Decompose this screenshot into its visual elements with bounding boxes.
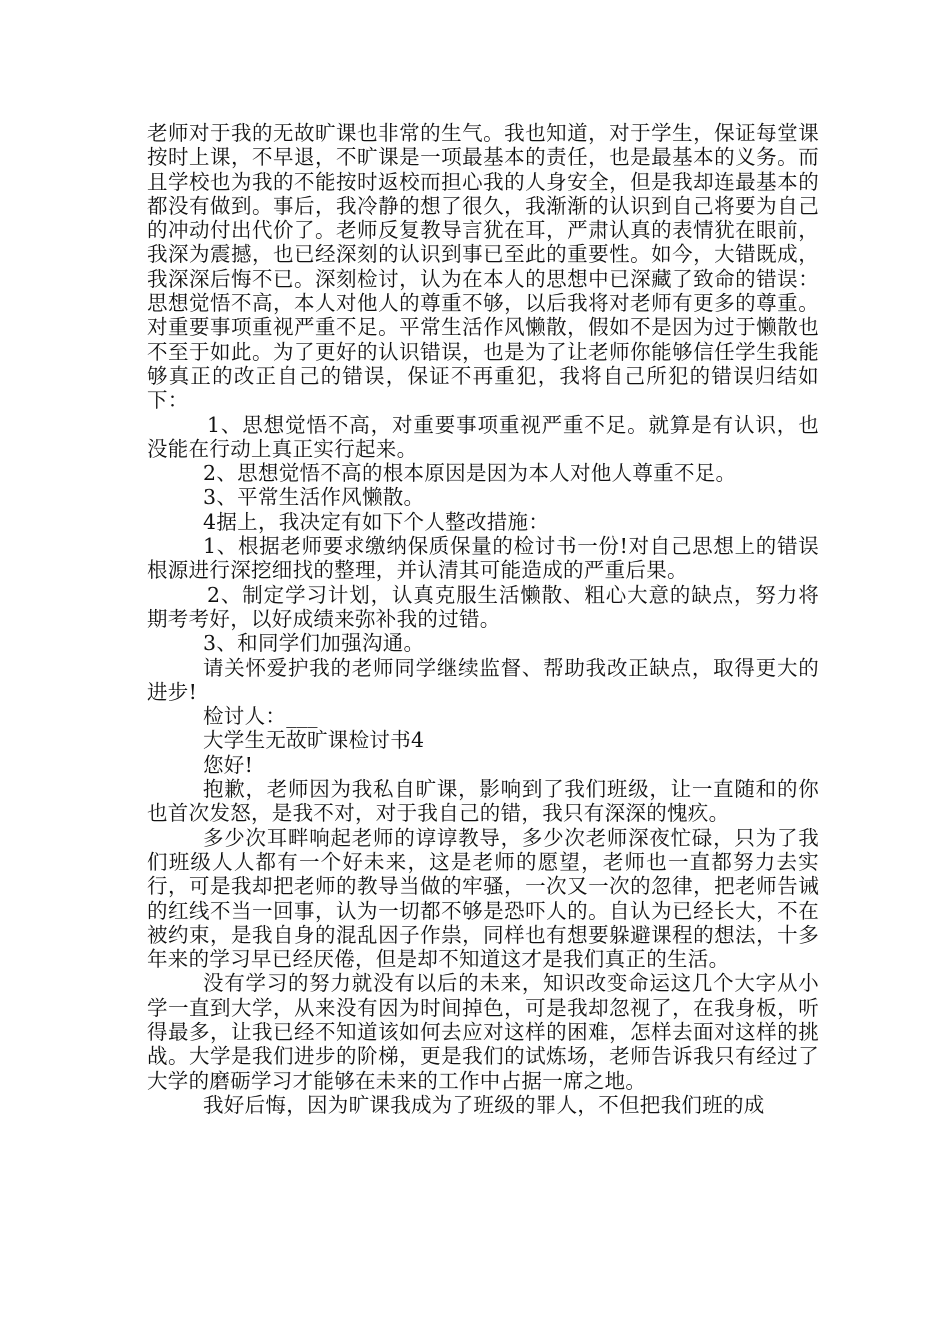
paragraph-apology: 抱歉，老师因为我私自旷课，影响到了我们班级，让一直随和的你也首次发怒，是我不对，对于我自己的错，我只有深深的愧疚。 xyxy=(147,777,819,826)
section-title: 大学生无故旷课检讨书4 xyxy=(203,728,425,753)
paragraph-request: 请关怀爱护我的老师同学继续监督、帮助我改正缺点，取得更大的进步! xyxy=(147,655,819,704)
paragraph-learning: 没有学习的努力就没有以后的未来，知识改变命运这几个大字从小学一直到大学，从来没有因为时间掉色，可是我却忽视了，在我身板，听得最多，让我已经不知道该如何去应对这样的困难，怎样去面对这样的挑战。大学是我们进步的阶梯，更是我们的试炼场，老师告诉我只有经过了大学的磨砺学习才能够在未来的工作中占据一席之地。 xyxy=(147,971,819,1093)
paragraph-error-1: 1、思想觉悟不高，对重要事项重视严重不足。就算是有认识，也没能在行动上真正实行起来。 xyxy=(147,412,819,461)
paragraph-measure-2: 2、制定学习计划，认真克服生活懒散、粗心大意的缺点，努力将期考考好，以好成绩来弥补我的过错。 xyxy=(147,582,819,631)
paragraph-regret: 我好后悔，因为旷课我成为了班级的罪人，不但把我们班的成 xyxy=(203,1092,765,1117)
paragraph-measure-3: 3、和同学们加强沟通。 xyxy=(203,631,425,656)
paragraph-reflection: 多少次耳畔响起老师的谆谆教导，多少次老师深夜忙碌，只为了我们班级人人都有一个好未来，这是老师的愿望，老师也一直都努力去实行，可是我却把老师的教导当做的牢骚，一次又一次的忽律，把老师告诫的红线不当一回事，认为一切都不够是恐吓人的。自认为已经长大，不在被约束，是我自身的混乱因子作祟，同样也有想要躲避课程的想法，十多年来的学习早已经厌倦，但是却不知道这才是我们真正的生活。 xyxy=(147,825,819,972)
paragraph-measures-intro: 4据上，我决定有如下个人整改措施： xyxy=(203,509,550,534)
paragraph-intro: 老师对于我的无故旷课也非常的生气。我也知道，对于学生，保证每堂课按时上课，不早退，不旷课是一项最基本的责任，也是最基本的义务。而且学校也为我的不能按时返校而担心我的人身安全，但是我却连最基本的都没有做到。事后，我冷静的想了很久，我渐渐的认识到自己将要为自己的冲动付出代价了。老师反复教导言犹在耳，严肃认真的表情犹在眼前，我深为震撼，也已经深刻的认识到事已至此的重要性。如今，大错既成，我深深后悔不已。深刻检讨，认为在本人的思想中已深藏了致命的错误：思想觉悟不高，本人对他人的尊重不够，以后我将对老师有更多的尊重。对重要事项重视严重不足。平常生活作风懒散，假如不是因为过于懒散也不至于如此。为了更好的认识错误，也是为了让老师你能够信任学生我能够真正的改正自己的错误，保证不再重犯，我将自己所犯的错误归结如下： xyxy=(147,121,819,413)
paragraph-greeting: 您好! xyxy=(203,752,254,777)
paragraph-error-2: 2、思想觉悟不高的根本原因是因为本人对他人尊重不足。 xyxy=(203,461,737,486)
paragraph-error-3: 3、平常生活作风懒散。 xyxy=(203,485,425,510)
paragraph-signature: 检讨人：___ xyxy=(203,704,318,729)
document-body xyxy=(147,121,819,1117)
paragraph-measure-1: 1、根据老师要求缴纳保质保量的检讨书一份!对自己思想上的错误根源进行深挖细找的整理，并认清其可能造成的严重后果。 xyxy=(147,534,819,583)
